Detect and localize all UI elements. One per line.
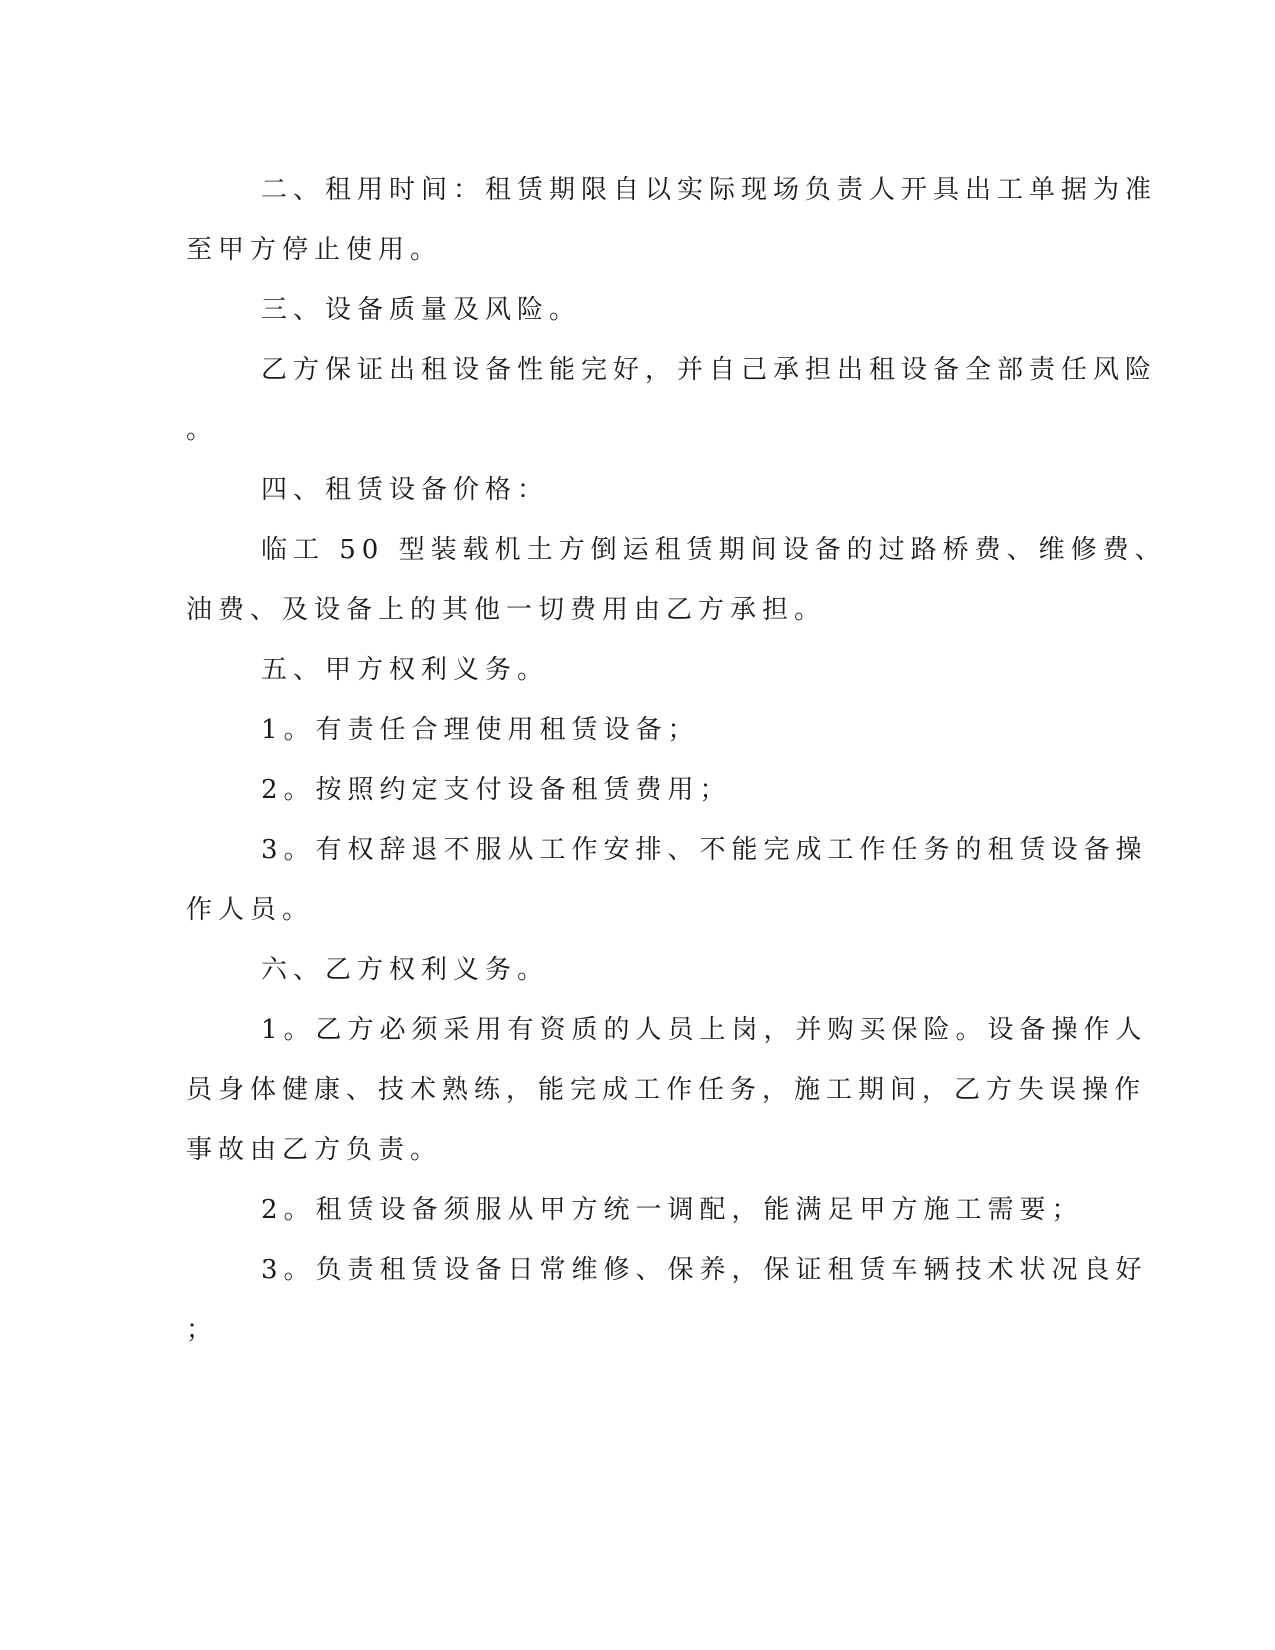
text-line: 至甲方停止使用。	[186, 235, 443, 265]
list-item: 3。负责租赁设备日常维修、保养，保证租赁车辆技术状况良好	[261, 1255, 1148, 1285]
list-item: 1。乙方必须采用有资质的人员上岗，并购买保险。设备操作人	[261, 1015, 1148, 1045]
text-line: ；	[186, 1315, 219, 1345]
text-line: 乙方保证出租设备性能完好，并自己承担出租设备全部责任风险	[261, 355, 1158, 385]
document-body	[186, 160, 1167, 1360]
text-line: 。	[186, 415, 219, 445]
list-item: 2。按照约定支付设备租赁费用；	[261, 775, 732, 805]
section-heading: 四、租赁设备价格：	[261, 475, 550, 505]
text-line: 事故由乙方负责。	[186, 1135, 443, 1165]
section-heading: 五、甲方权利义务。	[261, 655, 550, 685]
text-line: 临工 50 型装载机土方倒运租赁期间设备的过路桥费、维修费、	[261, 535, 1167, 565]
text-line: 作人员。	[186, 895, 315, 925]
list-item: 1。有责任合理使用租赁设备；	[261, 715, 700, 745]
section-heading: 六、乙方权利义务。	[261, 955, 550, 985]
list-item: 3。有权辞退不服从工作安排、不能完成工作任务的租赁设备操	[261, 835, 1148, 865]
text-line: 二、租用时间：租赁期限自以实际现场负责人开具出工单据为准	[261, 175, 1158, 205]
text-line: 员身体健康、技术熟练，能完成工作任务，施工期间，乙方失误操作	[186, 1075, 1147, 1105]
text-line: 油费、及设备上的其他一切费用由乙方承担。	[186, 595, 827, 625]
section-heading: 三、设备质量及风险。	[261, 295, 582, 325]
list-item: 2。租赁设备须服从甲方统一调配，能满足甲方施工需要；	[261, 1195, 1084, 1225]
